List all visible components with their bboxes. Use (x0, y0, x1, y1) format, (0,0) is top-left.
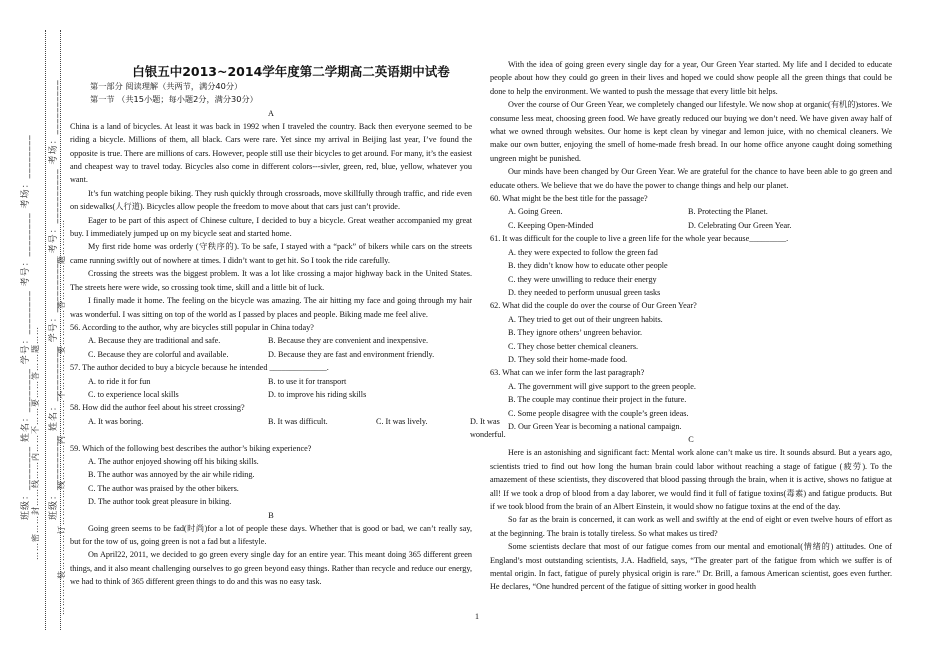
passage-b-paragraph: Over the course of Our Green Year, we completely changed our lifestyle. We now shop at organic(有机的)stores. We consume less meat, choosing green food. We have greatly reduced our buying we don’t need. We have given away half of what we owned through websites. Our home is kept clean by vinegar and lemon juice, with no chemical cleaners. We make our own butter, enjoying the smell of home-made fresh bread. In our home office anyone caught doing something ungreen might be punished. (490, 100, 892, 163)
option-a[interactable]: A. to ride it for fun (88, 376, 151, 386)
passage-c-letter: C (688, 435, 694, 445)
option-c[interactable]: C. they were unwilling to reduce their energy (508, 274, 657, 284)
inner-label-exam-no: 考号： (21, 256, 31, 287)
question-stem: 60. What might be the best title for the passage? (490, 194, 648, 204)
passage-c-paragraph: So far as the brain is concerned, it can work as well and swiftly at the end of eight or even twelve hours of effort as at the beginning. The brain is totally tireless. So what makes us tired? (490, 515, 892, 538)
option-a[interactable]: A. They tried to get out of their ungreen habits. (508, 314, 663, 324)
option-b[interactable]: B. They ignore others’ ungreen behavior. (508, 328, 643, 338)
label-exam-room: 考场： (49, 134, 59, 165)
option-a[interactable]: A. Because they are traditional and safe. (88, 336, 221, 346)
option-a[interactable]: A. they were expected to follow the green fad (508, 247, 658, 257)
option-c[interactable]: C. to experience local skills (88, 389, 179, 399)
option-c[interactable]: C. Because they are colorful and available. (88, 349, 229, 359)
passage-c-paragraph: Some scientists declare that most of our fatigue comes from our mental and emotional(情绪的) attitudes. One of England’s most outstanding scientists, J.A. Hadfield, says, “The greater part of the fatigue from which we suffer is of mental origin. In fact, fatigue of purely physical origin is rare.” Dr. Brill, a famous American scientist, goes even further. He declares, “One hundred percent of the fatigue of sitting worker in good health (490, 542, 892, 592)
question-stem: 58. How did the author feel about his street crossing? (70, 403, 245, 413)
page-number: 1 (475, 612, 479, 621)
question-57 (70, 361, 472, 401)
question-61 (490, 232, 892, 299)
inner-label-class: 班级： (21, 489, 31, 520)
question-59 (70, 442, 472, 509)
question-stem: 62. What did the couple do over the course of Our Green Year? (490, 301, 697, 311)
option-d[interactable]: D. They sold their home-made food. (508, 354, 628, 364)
question-56 (70, 321, 472, 361)
label-exam-no: 考号： (49, 223, 59, 254)
question-63 (490, 366, 892, 433)
question-stem: 57. The author decided to buy a bicycle because he intended ______________. (70, 363, 329, 373)
question-stem: 61. It was difficult for the couple to live a green life for the whole year because_________. (490, 234, 789, 244)
label-name: 姓名： (49, 401, 59, 432)
passage-a-paragraph: Eager to be part of this aspect of Chinese culture, I decided to buy a bicycle. Great weather accompanied my great buy. I immediately jumped up on my bicycle seat and started home. (70, 215, 472, 239)
option-b[interactable]: B. they didn’t know how to educate other people (508, 261, 668, 271)
section-heading: 第一节 （共15小题；每小题2分，满分30分） (90, 94, 258, 105)
option-c[interactable]: C. Keeping Open-Minded (508, 220, 594, 230)
passage-b-letter: B (268, 510, 274, 520)
option-b[interactable]: B. to use it for transport (268, 376, 347, 386)
option-d[interactable]: D. The author took great pleasure in biking. (88, 497, 232, 507)
option-a[interactable]: A. The author enjoyed showing off his biking skills. (88, 456, 259, 466)
option-d[interactable]: D. Celebrating Our Green Year. (688, 220, 792, 230)
passage-a-letter: A (268, 108, 274, 118)
inner-label-student-no: 学号： (21, 334, 31, 365)
option-a[interactable]: A. It was boring. (88, 416, 144, 426)
question-60 (490, 192, 892, 232)
option-d[interactable]: D. Because they are fast and environment friendly. (268, 349, 435, 359)
question-62 (490, 299, 892, 366)
question-58 (70, 401, 506, 441)
binding-margin (0, 0, 66, 658)
question-stem: 59. Which of the following best describes the author’s biking experience? (70, 443, 312, 453)
option-d[interactable]: D. Our Green Year is becoming a national campaign. (508, 421, 682, 431)
seal-text-inner: 班级：________ 姓名：________ 学号：________ 考号：________ 考场：________ (21, 134, 31, 520)
exam-title: 白银五中2013~2014学年度第二学期高二英语期中试卷 (132, 64, 450, 79)
label-student-no: 学号： (49, 312, 59, 343)
option-b[interactable]: B. The couple may continue their project in the future. (508, 395, 687, 405)
passage-b-paragraph: On April22, 2011, we decided to go green every single day for an entire year. This meant doing 365 different green things, and it also meant challenging ourselves to go green beyond easy things. Rather than recycle and reduce our energy, we had to think of 365 different green things to do and this was no easy task. (70, 550, 472, 587)
option-d[interactable]: D. to improve his riding skills (268, 389, 367, 399)
label-class: 班级： (49, 489, 59, 520)
part-heading: 第一部分 阅读理解（共两节，满分40分） (90, 81, 243, 91)
option-c[interactable]: C. Some people disagree with the couple’s green ideas. (508, 408, 689, 418)
option-c[interactable]: C. The author was praised by the other bikers. (88, 483, 239, 493)
inner-label-exam-room: 考场： (21, 178, 31, 209)
option-d[interactable]: D. they needed to perform unusual green tasks (508, 287, 661, 297)
inner-label-name: 姓名： (21, 412, 31, 443)
option-c[interactable]: C. They chose better chemical cleaners. (508, 341, 639, 351)
right-column (490, 58, 892, 594)
left-column (70, 0, 506, 589)
passage-a-paragraph: It’s fun watching people biking. They rush quickly through crossroads, move skillfully through traffic, and ride even on sidewalks(人行道). Bicycles allow people the freedom to move about that cars just can’t provide. (70, 188, 472, 212)
seal-instruction-inner: ……密……封……线……内……不……要……答……题…… (31, 326, 40, 560)
option-c[interactable]: C. It was lively. (376, 416, 428, 426)
passage-a-paragraph: My first ride home was orderly (守秩序的). To be safe, I stayed with a “pack” of bikers while cars on the streets came running swiftly out of nowhere at times. I didn’t want to get hit. So I took the ride carefully. (70, 242, 472, 265)
option-b[interactable]: B. Because they are convenient and inexpensive. (268, 336, 429, 346)
option-b[interactable]: B. Protecting the Planet. (688, 207, 768, 217)
passage-b-paragraph: Our minds have been changed by Our Green Year. We are grateful for the chance to have been able to go green and educate others. We believe that we do have the power to change things and help our planet. (490, 167, 892, 190)
passage-b-paragraph: With the idea of going green every single day for a year, Our Green Year started. My life and I decided to educate people about how they could go green in their lives and hoped we could show people all the green things that could be done to help the environment. We wanted to push the message that every little bit helps. (490, 60, 892, 96)
option-a[interactable]: A. Going Green. (508, 207, 563, 217)
question-stem: 56. According to the author, why are bicycles still popular in China today? (70, 322, 314, 332)
seal-instruction-outer: …………装…………订…………线…………内…………不…………要…………答…………题………… (57, 219, 66, 615)
question-stem: 63. What can we infer form the last paragraph? (490, 368, 645, 378)
option-a[interactable]: A. The government will give support to the green people. (508, 381, 696, 391)
passage-a-paragraph: China is a land of bicycles. At least it was back in 1992 when I traveled the country. Back then everyone seemed to be riding a bicycle. Millions of them, all black. Cars were rare. Yet since my arrival in Beijing last year, I’ve found the opposite is true. There are millions of cars. However, people still use their bicycles to get around. For many, it’s the easiest and cheapest way to travel today. Bicycles also come in different colors---sivler, green, red, blue, yellow, whatever you want. (70, 121, 472, 185)
passage-c-paragraph: Here is an astonishing and significant fact: Mental work alone can’t make us tire. It sounds absurd. But a years ago, scientists tried to find out how long the human brain could labor without reaching a stage of fatigue (疲劳). To the amazement of these scientists, they discovered that blood passing through the brain, when it is active, shows no fatigue at all! If we took a drop of blood from a day laborer, we would find it full of fatigue toxins(毒素) and fatigue products. But if we took blood from the brain of an Albert Einstein, it would show no fatigue toxins at the end of the day. (490, 448, 892, 511)
passage-a-paragraph: Crossing the streets was the biggest problem. It was a lot like crossing a major highway back in the United States. The streets here were wide, so crossing took time, skill and a little bit of luck. (70, 269, 472, 292)
seal-text-outer: 班级：__________ 姓名：__________ 学号：__________ 考号：__________ 考场：__________ (49, 79, 59, 520)
option-b[interactable]: B. It was difficult. (268, 416, 328, 426)
passage-a-paragraph: I finally made it home. The feeling on the bicycle was amazing. The air hitting my face and going through my hair was wonderful. I was sitting on top of the world as I passed by places and people. Biking made me feel alive. (70, 296, 472, 319)
passage-b-paragraph: Going green seems to be fad(时尚)for a lot of people these days. Whether that is good or bad, we can’t really say, but for the tow of us, going green is not a fad but a lifestyle. (70, 523, 472, 546)
option-b[interactable]: B. The author was annoyed by the air while riding. (88, 470, 255, 480)
option-d[interactable]: D. It was wonderful. (470, 416, 506, 440)
